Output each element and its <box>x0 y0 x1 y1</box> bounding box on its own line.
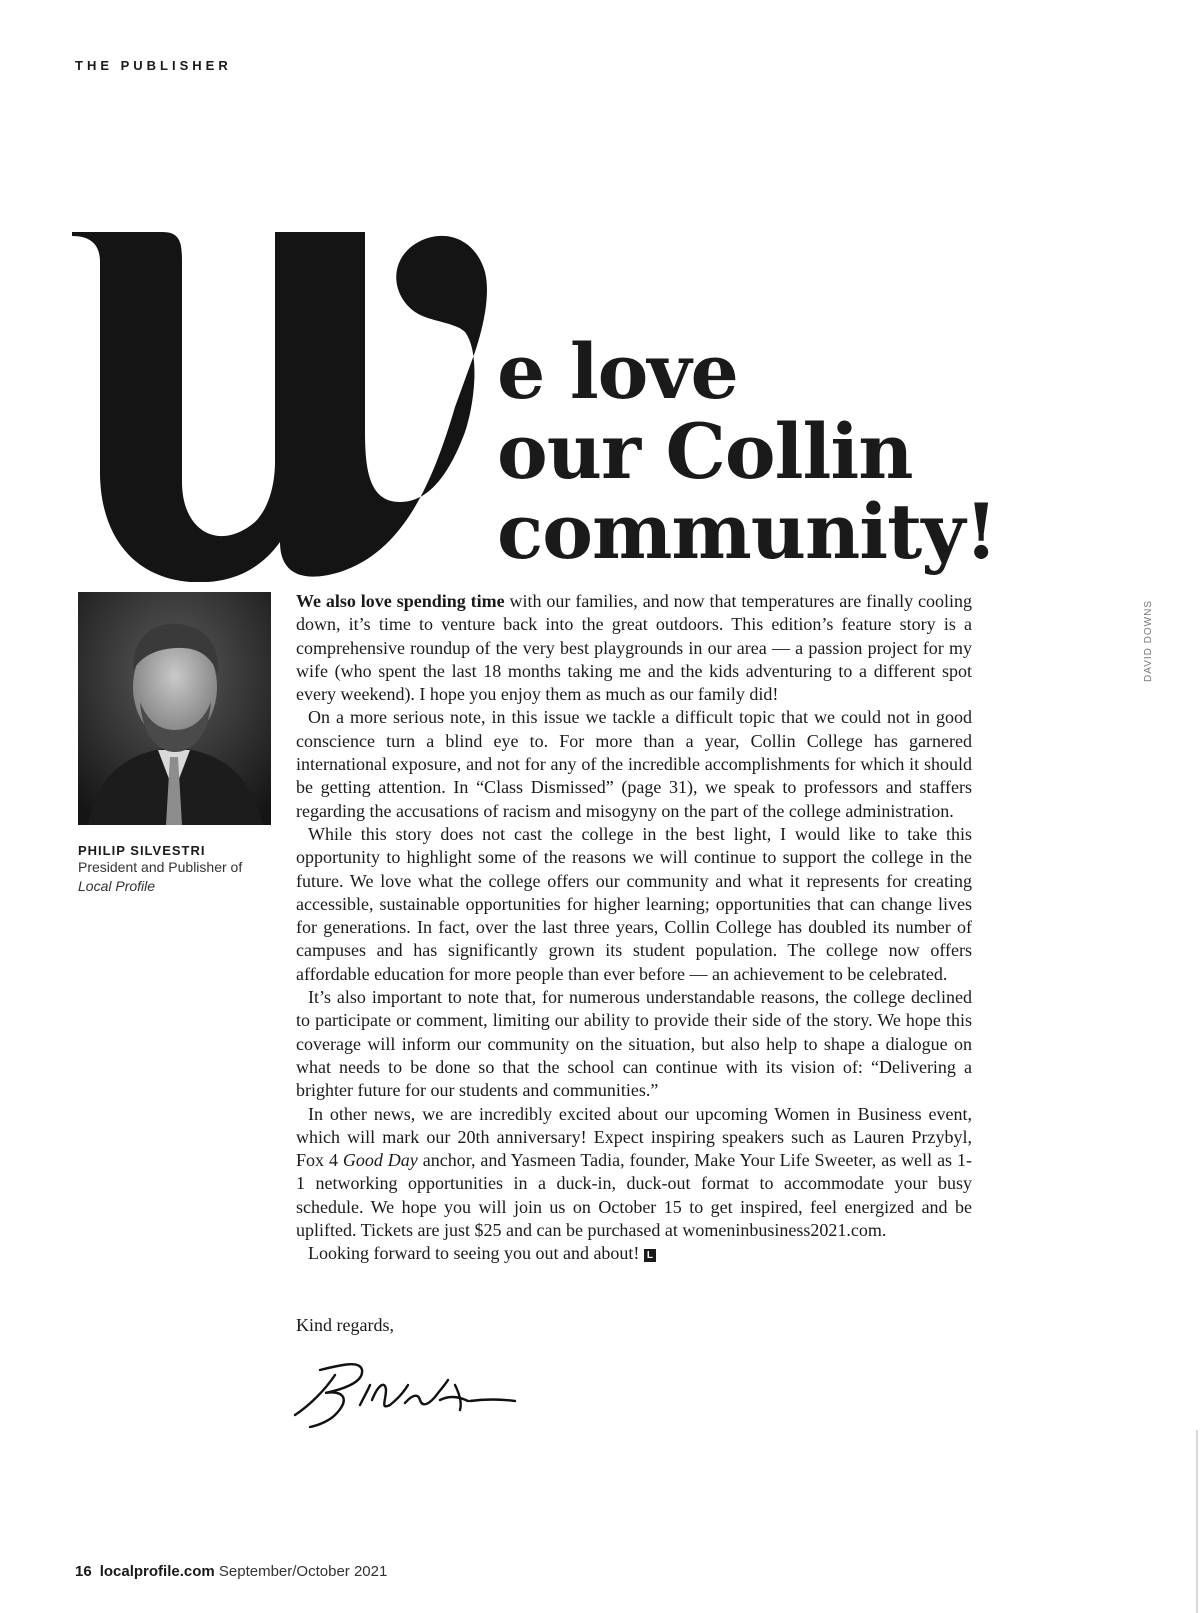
paragraph-2: On a more serious note, in this issue we tackle a difficult topic that we could not in good conscience turn a blind eye to. For more than a year, Collin College has garnered international exposure, and not for any of the incredible accomplishments for which it should be getting attention. In “Class Dismissed” (page 31), we speak to professors and staffers regarding the accusations of racism and misogyny on the part of the college administration. <box>296 707 972 821</box>
paragraph-1-text: with our families, and now that temperatures are finally cooling down, it’s time to venture back into the great outdoors. This edition’s feature story is a comprehensive roundup of the very best playgrounds in our area — a passion project for my wife (who spent the last 18 months taking me and the kids adventuring to a different spot every weekend). I hope you enjoy them as much as our family did! <box>296 591 973 705</box>
show-name: Good Day <box>342 1150 418 1171</box>
author-publication: Local Profile <box>78 878 156 894</box>
lead-in: We also love spending time <box>296 591 505 611</box>
paragraph-3: While this story does not cast the college in the best light, I would like to take this opportunity to highlight some of the reasons we will continue to support the college in the future. We love what the college offers our community and what it represents for creating accessible, sustainable opportunities for higher learning; opportunities that can change lives for generations. In fact, over the last three years, Collin College has doubled its number of campuses and has significantly grown its student population. The college now offers affordable education for more people than ever before — an achievement to be celebrated. <box>296 823 972 984</box>
headline <box>497 327 997 576</box>
page-number: 16 <box>75 1563 92 1580</box>
section-label: THE PUBLISHER <box>75 58 232 73</box>
paragraph-4: It’s also important to note that, for numerous understandable reasons, the college declined to participate or comment, limiting our ability to provide their side of the story. We hope this coverage will inform our community on the situation, but also help to shape a dialogue on what needs to be done so that the school can continue with its vision of: “Delivering a brighter future for our students and communities.” <box>296 987 972 1101</box>
paragraph-5-text-a: In other news, we are incredibly excited about our upcoming Women in Business event, which will mark our 20th anniversary! Expect inspiring speakers such as Lauren Przybyl, Fox 4 <box>296 1103 972 1171</box>
author-name: PHILIP SILVESTRI <box>78 843 206 858</box>
headline-line-2: our Collin <box>497 407 913 496</box>
author-caption <box>78 843 278 896</box>
paragraph-5-text-b: anchor, and Yasmeen Tadia, founder, Make Your Life Sweeter, as well as 1-1 networking opportunities in a duck-in, duck-out format to accommodate your busy schedule. We hope you will join us on October 15 to get inspired, feel energized and be uplifted. Tickets are just $25 and can be purchased at womeninbusiness2021.com. <box>296 1150 972 1241</box>
paragraph-6-text: Looking forward to seeing you out and about! <box>308 1243 640 1264</box>
headline-line-3: community! <box>497 487 997 576</box>
issue-date: September/October 2021 <box>218 1563 388 1580</box>
author-role: President and Publisher of <box>78 859 243 875</box>
letter-body <box>296 590 972 1266</box>
dropcap-w-graphic <box>70 232 490 582</box>
site-name: localprofile.com <box>99 1563 215 1580</box>
photo-credit: DAVID DOWNS <box>1143 600 1154 682</box>
page-edge-divider <box>1196 1430 1198 1613</box>
page-footer <box>75 1563 387 1580</box>
headline-line-1: e love <box>497 327 738 416</box>
paragraph-6 <box>296 1242 972 1265</box>
signoff: Kind regards, <box>296 1315 394 1335</box>
signature <box>290 1355 530 1435</box>
paragraph-5 <box>296 1103 972 1243</box>
paragraph-1 <box>296 590 972 706</box>
author-portrait <box>78 592 271 825</box>
end-mark-icon: L <box>644 1249 656 1262</box>
